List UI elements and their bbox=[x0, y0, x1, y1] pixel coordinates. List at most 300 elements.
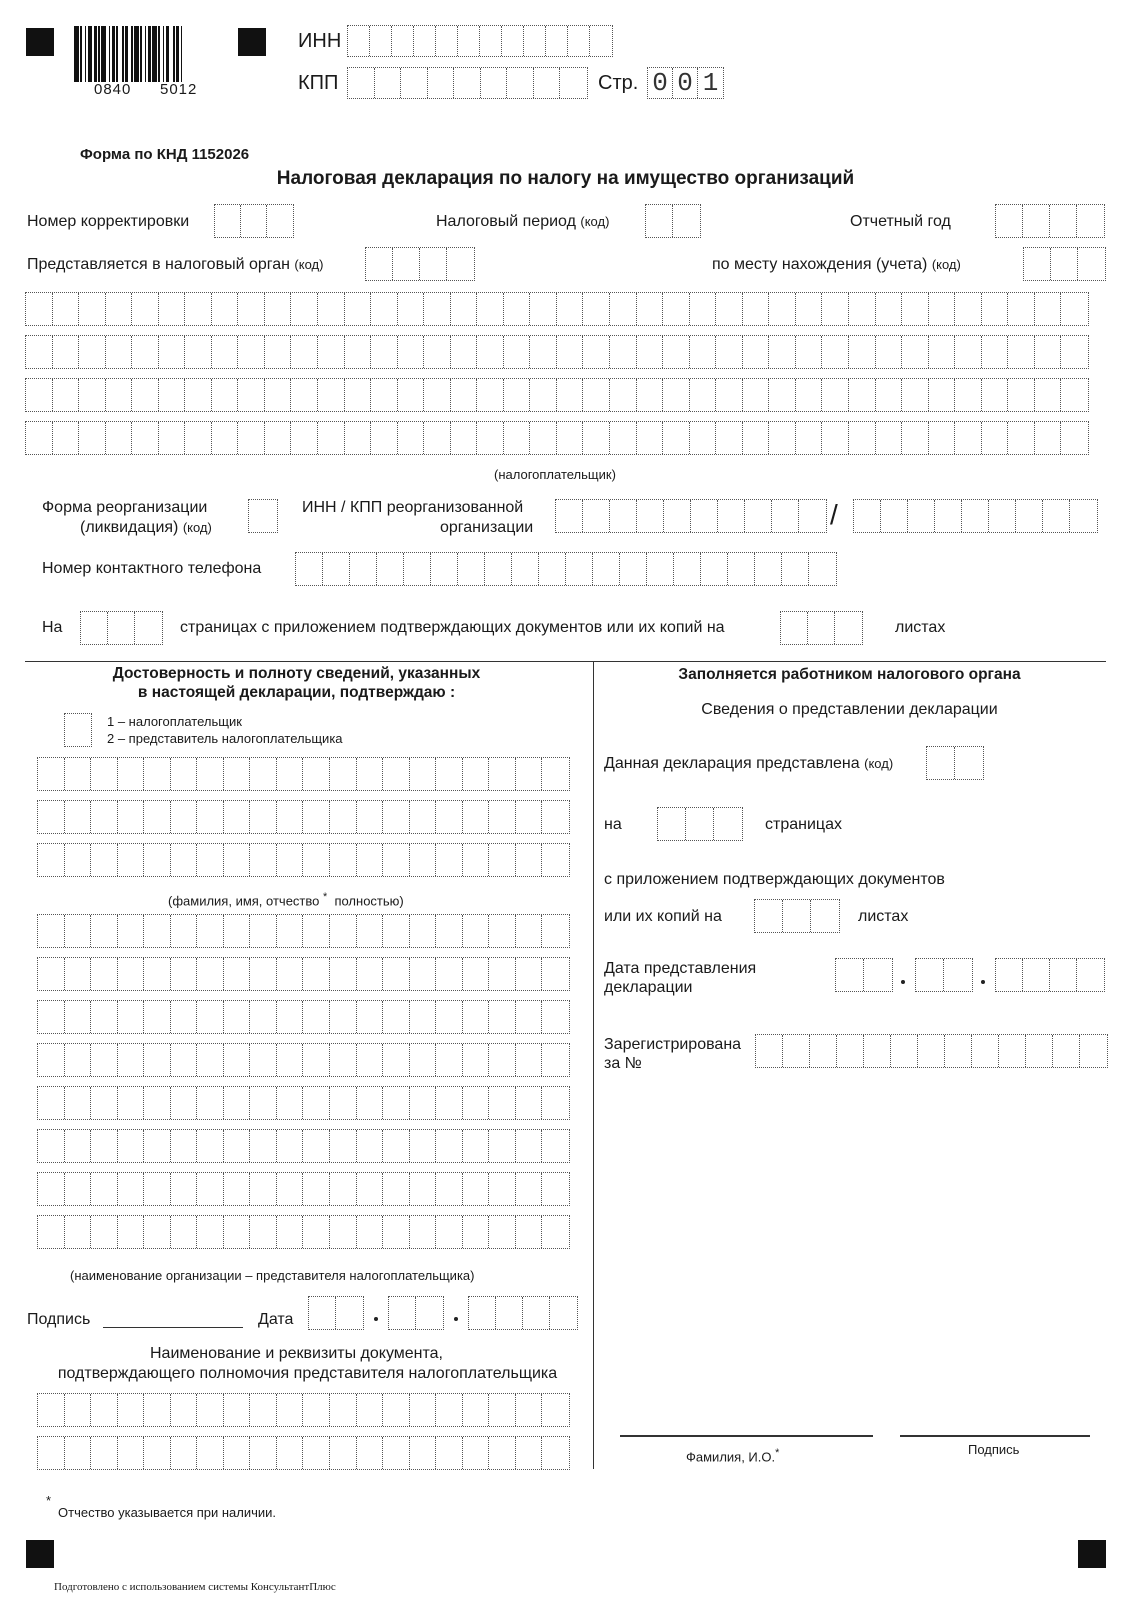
entry-cell[interactable] bbox=[303, 915, 330, 947]
entry-cell[interactable] bbox=[557, 293, 584, 325]
entry-cell[interactable] bbox=[996, 205, 1023, 237]
entry-cell[interactable] bbox=[1035, 379, 1062, 411]
entry-cell[interactable] bbox=[357, 1044, 384, 1076]
entry-cell[interactable] bbox=[955, 747, 983, 779]
entry-cell[interactable] bbox=[330, 844, 357, 876]
entry-cell[interactable] bbox=[410, 1394, 437, 1426]
entry-cell[interactable] bbox=[118, 958, 145, 990]
entry-cell[interactable] bbox=[1051, 248, 1078, 280]
entry-cell[interactable] bbox=[714, 808, 742, 840]
entry-cell[interactable] bbox=[1026, 1035, 1053, 1067]
entry-cell[interactable] bbox=[238, 293, 265, 325]
entry-cell[interactable] bbox=[583, 500, 610, 532]
fio-row[interactable] bbox=[37, 843, 570, 877]
kpp-field[interactable] bbox=[347, 67, 588, 99]
entry-cell[interactable] bbox=[414, 26, 436, 56]
entry-cell[interactable] bbox=[463, 1044, 490, 1076]
entry-cell[interactable] bbox=[383, 1130, 410, 1162]
entry-cell[interactable] bbox=[291, 422, 318, 454]
phone-field[interactable] bbox=[295, 552, 837, 586]
entry-cell[interactable] bbox=[463, 844, 490, 876]
entry-cell[interactable] bbox=[277, 1130, 304, 1162]
entry-cell[interactable] bbox=[250, 1130, 277, 1162]
entry-cell[interactable] bbox=[250, 915, 277, 947]
entry-cell[interactable] bbox=[796, 422, 823, 454]
entry-cell[interactable] bbox=[38, 1437, 65, 1469]
entry-cell[interactable] bbox=[876, 379, 903, 411]
entry-cell[interactable] bbox=[769, 336, 796, 368]
entry-cell[interactable] bbox=[690, 379, 717, 411]
entry-cell[interactable] bbox=[159, 293, 186, 325]
entry-cell[interactable] bbox=[224, 1437, 251, 1469]
entry-cell[interactable] bbox=[171, 1437, 198, 1469]
entry-cell[interactable] bbox=[945, 1035, 972, 1067]
entry-cell[interactable] bbox=[876, 336, 903, 368]
entry-cell[interactable] bbox=[542, 801, 569, 833]
entry-cell[interactable] bbox=[38, 958, 65, 990]
entry-cell[interactable] bbox=[53, 293, 80, 325]
entry-cell[interactable] bbox=[26, 422, 53, 454]
entry-cell[interactable] bbox=[658, 808, 686, 840]
entry-cell[interactable] bbox=[197, 801, 224, 833]
entry-cell[interactable] bbox=[383, 1001, 410, 1033]
entry-cell[interactable] bbox=[277, 1001, 304, 1033]
entry-cell[interactable] bbox=[212, 379, 239, 411]
entry-cell[interactable] bbox=[716, 422, 743, 454]
entry-cell[interactable] bbox=[91, 758, 118, 790]
entry-cell[interactable] bbox=[197, 1130, 224, 1162]
entry-cell[interactable] bbox=[610, 336, 637, 368]
entry-cell[interactable] bbox=[542, 1437, 569, 1469]
entry-cell[interactable] bbox=[79, 293, 106, 325]
entry-cell[interactable] bbox=[265, 293, 292, 325]
fio-row[interactable] bbox=[37, 800, 570, 834]
entry-cell[interactable] bbox=[185, 379, 212, 411]
entry-cell[interactable] bbox=[370, 26, 392, 56]
entry-cell[interactable] bbox=[674, 553, 701, 585]
entry-cell[interactable] bbox=[118, 1437, 145, 1469]
entry-cell[interactable] bbox=[1061, 422, 1088, 454]
entry-cell[interactable] bbox=[350, 553, 377, 585]
authority-doc-row[interactable] bbox=[37, 1393, 570, 1427]
entry-cell[interactable] bbox=[224, 1087, 251, 1119]
entry-cell[interactable] bbox=[197, 1216, 224, 1248]
entry-cell[interactable] bbox=[436, 915, 463, 947]
entry-cell[interactable] bbox=[330, 758, 357, 790]
entry-cell[interactable] bbox=[383, 801, 410, 833]
entry-cell[interactable] bbox=[185, 336, 212, 368]
entry-cell[interactable] bbox=[144, 1001, 171, 1033]
entry-cell[interactable] bbox=[159, 422, 186, 454]
entry-cell[interactable] bbox=[65, 801, 92, 833]
entry-cell[interactable] bbox=[238, 336, 265, 368]
entry-cell[interactable] bbox=[1016, 500, 1043, 532]
entry-cell[interactable] bbox=[424, 422, 451, 454]
date-day-field[interactable] bbox=[308, 1296, 364, 1330]
entry-cell[interactable] bbox=[436, 801, 463, 833]
date-month-field[interactable] bbox=[388, 1296, 444, 1330]
entry-cell[interactable] bbox=[516, 844, 543, 876]
entry-cell[interactable] bbox=[955, 422, 982, 454]
entry-cell[interactable] bbox=[377, 553, 404, 585]
entry-cell[interactable] bbox=[171, 844, 198, 876]
entry-cell[interactable] bbox=[65, 1437, 92, 1469]
entry-cell[interactable] bbox=[303, 1001, 330, 1033]
entry-cell[interactable] bbox=[955, 293, 982, 325]
entry-cell[interactable] bbox=[144, 844, 171, 876]
entry-cell[interactable] bbox=[477, 293, 504, 325]
entry-cell[interactable] bbox=[516, 1087, 543, 1119]
entry-cell[interactable] bbox=[159, 379, 186, 411]
entry-cell[interactable] bbox=[769, 293, 796, 325]
entry-cell[interactable] bbox=[849, 422, 876, 454]
entry-cell[interactable] bbox=[65, 1130, 92, 1162]
entry-cell[interactable] bbox=[79, 379, 106, 411]
taxpayer-name-row[interactable] bbox=[25, 421, 1089, 455]
entry-cell[interactable] bbox=[265, 379, 292, 411]
entry-cell[interactable] bbox=[516, 958, 543, 990]
entry-cell[interactable] bbox=[224, 1001, 251, 1033]
entry-cell[interactable] bbox=[637, 422, 664, 454]
entry-cell[interactable] bbox=[318, 293, 345, 325]
entry-cell[interactable] bbox=[277, 801, 304, 833]
entry-cell[interactable] bbox=[690, 422, 717, 454]
entry-cell[interactable] bbox=[277, 1087, 304, 1119]
entry-cell[interactable] bbox=[224, 1216, 251, 1248]
entry-cell[interactable] bbox=[1035, 336, 1062, 368]
entry-cell[interactable] bbox=[171, 1130, 198, 1162]
sheets-count-field[interactable] bbox=[780, 611, 863, 645]
entry-cell[interactable] bbox=[420, 248, 447, 280]
entry-cell[interactable] bbox=[502, 26, 524, 56]
entry-cell[interactable] bbox=[902, 336, 929, 368]
entry-cell[interactable] bbox=[454, 68, 481, 98]
signature-line[interactable] bbox=[103, 1327, 243, 1328]
entry-cell[interactable] bbox=[410, 1437, 437, 1469]
entry-cell[interactable] bbox=[542, 1173, 569, 1205]
entry-cell[interactable] bbox=[477, 379, 504, 411]
pages-count-field[interactable] bbox=[80, 611, 163, 645]
entry-cell[interactable] bbox=[512, 553, 539, 585]
entry-cell[interactable] bbox=[410, 915, 437, 947]
entry-cell[interactable] bbox=[404, 553, 431, 585]
entry-cell[interactable] bbox=[557, 379, 584, 411]
entry-cell[interactable] bbox=[38, 1087, 65, 1119]
reorg-form-field[interactable] bbox=[248, 499, 278, 533]
entry-cell[interactable] bbox=[65, 1001, 92, 1033]
entry-cell[interactable] bbox=[982, 293, 1009, 325]
entry-cell[interactable] bbox=[451, 422, 478, 454]
entry-cell[interactable] bbox=[250, 844, 277, 876]
entry-cell[interactable] bbox=[318, 422, 345, 454]
entry-cell[interactable] bbox=[663, 379, 690, 411]
entry-cell[interactable] bbox=[463, 1001, 490, 1033]
entry-cell[interactable] bbox=[436, 1044, 463, 1076]
entry-cell[interactable] bbox=[458, 553, 485, 585]
entry-cell[interactable] bbox=[38, 1130, 65, 1162]
entry-cell[interactable] bbox=[330, 801, 357, 833]
entry-cell[interactable] bbox=[542, 1044, 569, 1076]
entry-cell[interactable] bbox=[91, 1130, 118, 1162]
entry-cell[interactable] bbox=[416, 1297, 443, 1329]
entry-cell[interactable] bbox=[277, 958, 304, 990]
entry-cell[interactable] bbox=[557, 336, 584, 368]
entry-cell[interactable] bbox=[864, 1035, 891, 1067]
entry-cell[interactable] bbox=[303, 958, 330, 990]
entry-cell[interactable] bbox=[436, 26, 458, 56]
entry-cell[interactable] bbox=[489, 844, 516, 876]
entry-cell[interactable] bbox=[489, 1216, 516, 1248]
entry-cell[interactable] bbox=[250, 1394, 277, 1426]
entry-cell[interactable] bbox=[542, 1087, 569, 1119]
entry-cell[interactable] bbox=[463, 1087, 490, 1119]
fio-row[interactable] bbox=[37, 757, 570, 791]
entry-cell[interactable] bbox=[463, 958, 490, 990]
entry-cell[interactable] bbox=[1078, 248, 1105, 280]
entry-cell[interactable] bbox=[265, 422, 292, 454]
entry-cell[interactable] bbox=[935, 500, 962, 532]
entry-cell[interactable] bbox=[756, 1035, 783, 1067]
entry-cell[interactable] bbox=[410, 1087, 437, 1119]
entry-cell[interactable] bbox=[972, 1035, 999, 1067]
entry-cell[interactable] bbox=[348, 68, 375, 98]
entry-cell[interactable] bbox=[224, 758, 251, 790]
entry-cell[interactable] bbox=[91, 801, 118, 833]
entry-cell[interactable] bbox=[1043, 500, 1070, 532]
entry-cell[interactable] bbox=[663, 422, 690, 454]
entry-cell[interactable] bbox=[955, 379, 982, 411]
entry-cell[interactable] bbox=[383, 1173, 410, 1205]
entry-cell[interactable] bbox=[489, 1044, 516, 1076]
representative-org-row[interactable] bbox=[37, 1172, 570, 1206]
entry-cell[interactable] bbox=[393, 248, 420, 280]
entry-cell[interactable] bbox=[755, 553, 782, 585]
entry-cell[interactable] bbox=[277, 1437, 304, 1469]
entry-cell[interactable] bbox=[530, 422, 557, 454]
entry-cell[interactable] bbox=[836, 959, 864, 991]
entry-cell[interactable] bbox=[469, 1297, 496, 1329]
entry-cell[interactable] bbox=[610, 379, 637, 411]
entry-cell[interactable] bbox=[171, 958, 198, 990]
entry-cell[interactable] bbox=[26, 293, 53, 325]
entry-cell[interactable] bbox=[530, 379, 557, 411]
entry-cell[interactable] bbox=[1024, 248, 1051, 280]
reorg-kpp-field[interactable] bbox=[853, 499, 1098, 533]
entry-cell[interactable] bbox=[556, 500, 583, 532]
entry-cell[interactable] bbox=[489, 1001, 516, 1033]
entry-cell[interactable] bbox=[516, 1437, 543, 1469]
entry-cell[interactable] bbox=[38, 915, 65, 947]
entry-cell[interactable] bbox=[383, 758, 410, 790]
entry-cell[interactable] bbox=[849, 293, 876, 325]
officer-pages-field[interactable] bbox=[657, 807, 743, 841]
signer-type-field[interactable] bbox=[64, 713, 92, 747]
entry-cell[interactable] bbox=[927, 747, 955, 779]
entry-cell[interactable] bbox=[458, 26, 480, 56]
entry-cell[interactable] bbox=[303, 1437, 330, 1469]
entry-cell[interactable] bbox=[743, 379, 770, 411]
entry-cell[interactable] bbox=[118, 915, 145, 947]
entry-cell[interactable] bbox=[424, 293, 451, 325]
entry-cell[interactable] bbox=[1070, 500, 1097, 532]
entry-cell[interactable] bbox=[250, 758, 277, 790]
entry-cell[interactable] bbox=[106, 293, 133, 325]
entry-cell[interactable] bbox=[91, 1216, 118, 1248]
entry-cell[interactable] bbox=[1080, 1035, 1107, 1067]
entry-cell[interactable] bbox=[523, 1297, 550, 1329]
entry-cell[interactable] bbox=[424, 336, 451, 368]
entry-cell[interactable] bbox=[185, 293, 212, 325]
entry-cell[interactable] bbox=[463, 1130, 490, 1162]
entry-cell[interactable] bbox=[53, 336, 80, 368]
entry-cell[interactable] bbox=[811, 900, 839, 932]
entry-cell[interactable] bbox=[65, 1394, 92, 1426]
entry-cell[interactable] bbox=[91, 1394, 118, 1426]
entry-cell[interactable] bbox=[542, 1001, 569, 1033]
entry-cell[interactable] bbox=[1035, 422, 1062, 454]
entry-cell[interactable] bbox=[224, 1394, 251, 1426]
entry-cell[interactable] bbox=[1035, 293, 1062, 325]
entry-cell[interactable] bbox=[436, 1087, 463, 1119]
entry-cell[interactable] bbox=[303, 1087, 330, 1119]
officer-name-line[interactable] bbox=[620, 1435, 873, 1437]
entry-cell[interactable] bbox=[144, 1394, 171, 1426]
entry-cell[interactable] bbox=[330, 958, 357, 990]
entry-cell[interactable] bbox=[303, 758, 330, 790]
entry-cell[interactable] bbox=[489, 1087, 516, 1119]
entry-cell[interactable] bbox=[38, 1394, 65, 1426]
entry-cell[interactable] bbox=[447, 248, 474, 280]
entry-cell[interactable] bbox=[799, 500, 826, 532]
entry-cell[interactable] bbox=[118, 844, 145, 876]
page-number-field[interactable] bbox=[647, 67, 724, 99]
entry-cell[interactable] bbox=[637, 336, 664, 368]
entry-cell[interactable] bbox=[944, 959, 972, 991]
entry-cell[interactable] bbox=[277, 1394, 304, 1426]
entry-cell[interactable] bbox=[982, 422, 1009, 454]
entry-cell[interactable] bbox=[38, 758, 65, 790]
entry-cell[interactable] bbox=[357, 758, 384, 790]
entry-cell[interactable] bbox=[783, 900, 811, 932]
entry-cell[interactable] bbox=[303, 1044, 330, 1076]
entry-cell[interactable] bbox=[451, 379, 478, 411]
entry-cell[interactable] bbox=[999, 1035, 1026, 1067]
entry-cell[interactable] bbox=[91, 1044, 118, 1076]
entry-cell[interactable] bbox=[647, 553, 674, 585]
entry-cell[interactable] bbox=[916, 959, 944, 991]
entry-cell[interactable] bbox=[410, 1044, 437, 1076]
entry-cell[interactable] bbox=[716, 379, 743, 411]
entry-cell[interactable] bbox=[542, 844, 569, 876]
entry-cell[interactable] bbox=[504, 336, 531, 368]
entry-cell[interactable] bbox=[330, 915, 357, 947]
entry-cell[interactable] bbox=[330, 1001, 357, 1033]
entry-cell[interactable] bbox=[902, 293, 929, 325]
entry-cell[interactable] bbox=[398, 379, 425, 411]
entry-cell[interactable] bbox=[357, 801, 384, 833]
entry-cell[interactable] bbox=[1008, 422, 1035, 454]
entry-cell[interactable] bbox=[546, 26, 568, 56]
entry-cell[interactable] bbox=[516, 1216, 543, 1248]
entry-cell[interactable] bbox=[357, 958, 384, 990]
entry-cell[interactable] bbox=[144, 1087, 171, 1119]
entry-cell[interactable] bbox=[507, 68, 534, 98]
entry-cell[interactable] bbox=[91, 1437, 118, 1469]
entry-cell[interactable] bbox=[463, 758, 490, 790]
entry-cell[interactable] bbox=[144, 758, 171, 790]
entry-cell[interactable] bbox=[197, 1001, 224, 1033]
entry-cell[interactable] bbox=[716, 293, 743, 325]
entry-cell[interactable] bbox=[224, 958, 251, 990]
entry-cell[interactable] bbox=[530, 336, 557, 368]
entry-cell[interactable] bbox=[65, 958, 92, 990]
entry-cell[interactable] bbox=[557, 422, 584, 454]
entry-cell[interactable] bbox=[516, 1044, 543, 1076]
entry-cell[interactable] bbox=[504, 293, 531, 325]
entry-cell[interactable] bbox=[610, 422, 637, 454]
entry-cell[interactable] bbox=[864, 959, 892, 991]
entry-cell[interactable] bbox=[428, 68, 455, 98]
entry-cell[interactable] bbox=[383, 1437, 410, 1469]
entry-cell[interactable] bbox=[489, 801, 516, 833]
entry-cell[interactable] bbox=[783, 1035, 810, 1067]
entry-cell[interactable] bbox=[583, 422, 610, 454]
entry-cell[interactable] bbox=[463, 1394, 490, 1426]
entry-cell[interactable] bbox=[277, 1216, 304, 1248]
entry-cell[interactable] bbox=[171, 1216, 198, 1248]
entry-cell[interactable] bbox=[745, 500, 772, 532]
entry-cell[interactable] bbox=[663, 293, 690, 325]
entry-cell[interactable] bbox=[716, 336, 743, 368]
entry-cell[interactable] bbox=[516, 1173, 543, 1205]
entry-cell[interactable] bbox=[849, 379, 876, 411]
entry-cell[interactable] bbox=[309, 1297, 336, 1329]
entry-cell[interactable] bbox=[135, 612, 162, 644]
registration-number-field[interactable] bbox=[755, 1034, 1108, 1068]
entry-cell[interactable] bbox=[637, 379, 664, 411]
entry-cell[interactable] bbox=[345, 422, 372, 454]
entry-cell[interactable] bbox=[185, 422, 212, 454]
entry-cell[interactable] bbox=[755, 900, 783, 932]
entry-cell[interactable] bbox=[772, 500, 799, 532]
entry-cell[interactable] bbox=[781, 612, 808, 644]
entry-cell[interactable] bbox=[197, 1173, 224, 1205]
entry-cell[interactable] bbox=[516, 1394, 543, 1426]
entry-cell[interactable] bbox=[1061, 336, 1088, 368]
entry-cell[interactable] bbox=[516, 1130, 543, 1162]
entry-cell[interactable] bbox=[383, 1087, 410, 1119]
entry-cell[interactable] bbox=[542, 958, 569, 990]
entry-cell[interactable] bbox=[1077, 205, 1104, 237]
entry-cell[interactable] bbox=[477, 422, 504, 454]
entry-cell[interactable] bbox=[277, 844, 304, 876]
entry-cell[interactable] bbox=[451, 293, 478, 325]
entry-cell[interactable] bbox=[542, 1130, 569, 1162]
entry-cell[interactable] bbox=[197, 1044, 224, 1076]
entry-cell[interactable] bbox=[357, 1394, 384, 1426]
entry-cell[interactable] bbox=[849, 336, 876, 368]
entry-cell[interactable] bbox=[568, 26, 590, 56]
entry-cell[interactable] bbox=[401, 68, 428, 98]
entry-cell[interactable] bbox=[118, 758, 145, 790]
entry-cell[interactable] bbox=[65, 844, 92, 876]
entry-cell[interactable] bbox=[357, 915, 384, 947]
entry-cell[interactable] bbox=[908, 500, 935, 532]
entry-cell[interactable] bbox=[686, 808, 714, 840]
entry-cell[interactable] bbox=[796, 379, 823, 411]
entry-cell[interactable] bbox=[366, 248, 393, 280]
entry-cell[interactable] bbox=[477, 336, 504, 368]
